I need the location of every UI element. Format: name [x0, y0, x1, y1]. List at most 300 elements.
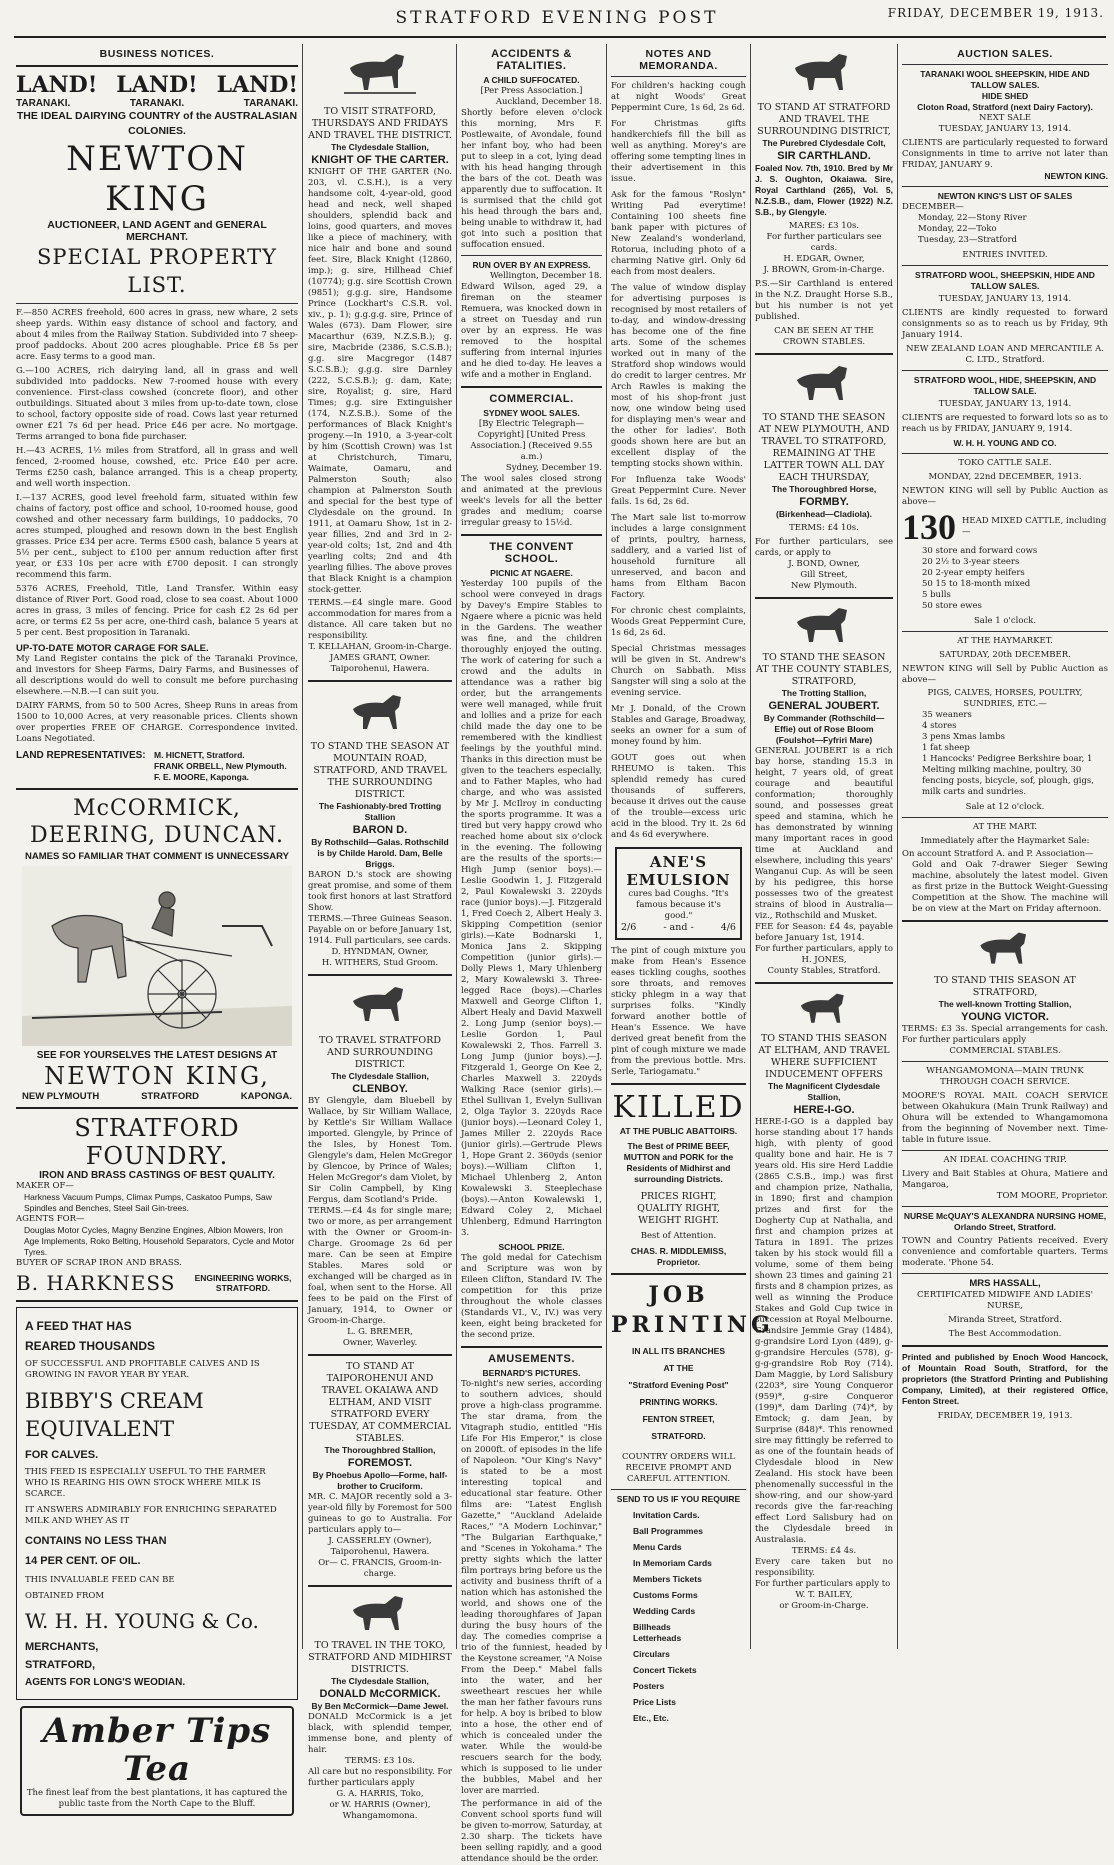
killed-line: QUALITY RIGHT, — [637, 1203, 720, 1214]
sale-date: TUESDAY, JANUARY 13, 1914. — [938, 294, 1072, 304]
sale-heading: TOKO CATTLE SALE. — [958, 458, 1052, 468]
mower-illustration — [22, 866, 292, 1046]
newton-king-name: NEWTON KING, — [44, 1062, 270, 1090]
haymarket-list — [902, 710, 1108, 798]
stallion-type: The Clydesdale Stallion, — [331, 1676, 429, 1686]
sale-heading: TARANAKI WOOL SHEEPSKIN, HIDE AND TALLOW SALES. — [920, 69, 1090, 90]
stallion-terms: TERMS: £3 10s. — [345, 1756, 415, 1766]
haymarket-item: 4 stores — [922, 721, 957, 731]
column-stallions — [308, 44, 452, 1821]
article-byline: [Per Press Association.] — [480, 86, 583, 96]
sale-text: CLIENTS are particularly requested to forward Consignments in time to arrive not later than FRIDAY, JANUARY 9. — [902, 138, 1108, 170]
cattle-item: 30 store and forward cows — [922, 546, 1038, 556]
divider — [902, 920, 1108, 922]
haymarket-item: 3 pens Xmas lambs — [922, 732, 1006, 742]
stallion-text: MR. C. MAJOR recently sold a 3-year-old filly by Foremost for 500 guineas to go to Australia. For particulars apply to— — [308, 1492, 452, 1535]
cattle-item: 50 15 to 18-month mixed — [922, 579, 1031, 589]
coach-heading: WHANGAMOMONA—MAIN TRUNK THROUGH COACH SERVICE. — [926, 1066, 1084, 1087]
emulsion-title: ANE'S EMULSION — [626, 853, 731, 889]
signature: JAMES GRANT, Owner. — [329, 653, 431, 663]
job-service: Menu Cards — [633, 1542, 682, 1552]
representatives-label: LAND REPRESENTATIVES: — [16, 750, 146, 761]
killed-line: Best of Attention. — [640, 1231, 717, 1241]
land-word: LAND! — [216, 72, 298, 98]
latest-designs: SEE FOR YOURSELVES THE LATEST DESIGNS AT — [36, 1050, 278, 1061]
signature: Or— C. FRANCIS, Groom-in-charge. — [318, 1558, 442, 1579]
column-rule — [750, 44, 751, 1649]
killed-line: Proprietor. — [657, 1257, 700, 1267]
coach-heading: AN IDEAL COACHING TRIP. — [943, 1155, 1067, 1165]
divider — [611, 1273, 746, 1275]
job-service: Letterheads — [633, 1633, 682, 1643]
note-item: The Mart sale list to-morrow includes a large consignment of prints, poultry, harness, saddlery, and a varied list of household furniture all unreserved, and bacon and hams from Eltham Bacon Factory. — [611, 513, 746, 600]
coach-signature: TOM MOORE, Proprietor. — [996, 1191, 1108, 1201]
killed-line: AT THE PUBLIC ABATTOIRS. — [619, 1126, 738, 1136]
sale-text: CLIENTS are kindly requested to forward consignments so as to reach us by Friday, 9th January 1914. — [902, 308, 1108, 340]
job-services-list — [611, 1510, 746, 1724]
signature: Whangamomona. — [342, 1811, 418, 1821]
imprint: Printed and published by Enoch Wood Hancock, of Mountain Road South, Stratford, for the proprietors (the Stratford Printing and Publishing Company, Limited), at their registered Office, Fenton Street. — [902, 1352, 1108, 1406]
advert-line: MERCHANTS, — [25, 1641, 99, 1653]
taranaki-word: TARANAKI. — [16, 98, 71, 109]
job-service: Concert Tickets — [633, 1665, 697, 1675]
sale-time: Sale 1 o'clock. — [973, 616, 1037, 626]
coach-text: MOORE'S ROYAL MAIL COACH SERVICE between Okahukura (Main Trunk Railway) and Ohura will be extended to Whangamomona from the beginning of November next. Time-table in future issue. — [902, 1091, 1108, 1145]
stallion-type: The well-known Trotting Stallion, — [938, 999, 1072, 1009]
bibbys-advert — [16, 1307, 298, 1700]
stallion-name: KNIGHT OF THE CARTER. — [311, 154, 449, 166]
town: NEW PLYMOUTH — [22, 1091, 100, 1102]
cattle-count-row — [902, 508, 1108, 546]
killed-line: WEIGHT RIGHT. — [638, 1215, 719, 1226]
killed-title: KILLED — [612, 1090, 745, 1125]
article-dateline: Auckland, December 18. — [495, 97, 602, 107]
note-item: For Christmas gifts handkerchiefs fill the bill as well as anything. Morey's are offering some tempting lines in their advertisement in this issue. — [611, 119, 746, 184]
article-body: The gold medal for Catechism and Scripture was won by Eileen Clifton, Standard IV. The competition for this prize throughout the whole classes (Standards VI., V., IV.) was very keen, eight being bracketed for the second prize. — [461, 1253, 602, 1340]
midwife-text: CERTIFICATED MIDWIFE AND LADIES' NURSE, — [917, 1290, 1093, 1311]
divider — [755, 597, 893, 599]
masthead-rule — [14, 36, 1106, 38]
divider — [308, 680, 452, 682]
foundry-signature — [16, 1271, 298, 1295]
article-heading: A CHILD SUFFOCATED. — [483, 75, 580, 85]
stallion-note: CAN BE SEEN AT THE CROWN STABLES. — [774, 326, 874, 347]
town: KAPONGA. — [240, 1091, 292, 1102]
stallion-type: The Thoroughbred Stallion, — [324, 1445, 436, 1455]
cattle-heading: HEAD MIXED CATTLE, including— — [962, 516, 1107, 537]
signature: J. BOND, Owner, — [788, 559, 860, 569]
job-service: Members Tickets — [633, 1574, 702, 1584]
land-banner — [16, 72, 298, 98]
divider — [16, 1300, 298, 1302]
job-service: Posters — [633, 1681, 665, 1691]
taranaki-row — [16, 98, 298, 109]
cattle-item: 20 2½ to 3-year steers — [922, 557, 1020, 567]
emulsion-advert — [615, 847, 742, 940]
job-service: Invitation Cards. — [633, 1510, 700, 1520]
horse-icon — [789, 360, 859, 408]
note-item: The pint of cough mixture you make from Hean's Essence eases tickling coughs, soothes sore throats, and removes sticky phlegm in a way that surprises folks. "Kindly forward another bottle of Hean's Essence. We have derived great benefit from the pint of cough mixture we made from the previous bottle. Mrs. Serle, Tariogamatu." — [611, 946, 746, 1077]
stallion-name: HERE-I-GO. — [793, 1104, 855, 1116]
property-item: F.—850 ACRES freehold, 600 acres in grass, new whare, 2 sets sheep yards. Within easy distance of school and factory, and about 4 miles from the Railway Station. Subdivided into 7 sheep-proof paddocks. About 200 acres ploughable. Price £8 5s per acre. Easy terms to a good man. — [16, 308, 298, 362]
sale-line: NEXT SALE — [979, 113, 1031, 123]
stallion-name: SIR CARTHLAND. — [777, 150, 871, 162]
midwife-name: MRS HASSALL, — [969, 1278, 1041, 1289]
column-rule — [897, 44, 898, 1649]
stallion-more: For further particulars, see cards, or apply to — [755, 537, 893, 558]
section-heading: COMMERCIAL. — [489, 393, 574, 405]
signature: H. EDGAR, Owner, — [783, 254, 865, 264]
signature: County Stables, Stratford. — [767, 966, 881, 976]
stallion-intro: TO TRAVEL STRATFORD AND SURROUNDING DISTRICT. — [319, 1035, 441, 1070]
stallion-pedigree: By Commander (Rothschild—Effie) out of Rose Bloom (Foulshot—Fyfriri Mare) — [763, 713, 885, 745]
section-heading: AMUSEMENTS. — [488, 1353, 575, 1365]
advert-line: THIS INVALUABLE FEED CAN BE — [25, 1575, 175, 1585]
sale-heading: STRATFORD WOOL, HIDE, SHEEPSKIN, AND TALLOW SALE. — [913, 375, 1097, 396]
stallion-type: The Purebred Clydesdale Colt, — [762, 138, 886, 148]
divider — [16, 303, 298, 304]
land-word: LAND! — [116, 72, 198, 98]
sale-date: TUESDAY, JANUARY 13, 1914. — [938, 124, 1072, 134]
advert-line: IT ANSWERS ADMIRABLY FOR ENRICHING SEPARATED MILK AND WHEY AS IT — [25, 1505, 277, 1526]
divider — [902, 64, 1108, 65]
job-service: In Memoriam Cards — [633, 1558, 712, 1568]
job-line: AT THE — [663, 1363, 694, 1373]
job-printing-title: PRINTING — [611, 1312, 774, 1338]
article-body: Yesterday 100 pupils of the school were conveyed in drags by Davey's Empire Stables to Ngaere where a picnic was held in the Gardens. The weather was fine, and the children thoroughly enjoyed the outing. The work of catering for such a crowd and the adults in attendance was a rather big order, but the arrangements were well managed, while fruit and lollies and a prize for each child made the day one to be remembered with the kindliest feelings by the youthful mind. Thanks in this direction must be given to the teachers especially, and to Father Maples, who had charge, and who was assisted by Mr J. McIlroy in conducting the sports programme. It was a tired but very happy crowd who reached home about six o'clock in the evening. The following are the results of the sports:— High Jump (senior boys).—Leslie Goodwin 1, J. Fitzgerald 2, Paul Kowalewski 3. 220yds race (junior boys).—J. Fitzgerald 1, Fred Coech 2, Albert Healy 3. Skipping Competition (senior girls).—Kate Bodnarski 1, Monica Jans 2. Skipping Competition (junior girls).—Dolly Plews 1, Mary Uhlenberg 2, Mary Kowalewski 3. Three-legged Race (boys).—Charles Maxwell and George Clifton 1, Albert Healy and David Maxwell 2. Long Jump (senior boys).—Leslie Gordon 1, Paul Kowalewski 2, Thos. Farrell 3. Long Jump (junior boys).—J. Fitzgerald 1, George On Kee 2, Charles Maxwell 3. 220yds Walking Race (senior girls).—Ethel Sullivan 1, Evelyn Sullivan 2, Olga Taylor 3. 220yds Race (junior boys).—Leonard Coley 1, James Miller 2. 220yds Race (junior girls).—Gertrude Plews 1, Hope Grant 2. 360yds (senior boys).—William Clifton 1, Michael Uhlenberg 2, Anton Kowalewski 3. Steeplechase (boys).—Anton Kowalewski 1, Edward Coley 2, Michael Uhlenberg, Edmund Harrington 3. — [461, 579, 602, 1238]
divider — [755, 353, 893, 355]
killed-line: PRICES RIGHT, — [640, 1191, 717, 1202]
note-item: Mr J. Donald, of the Crown Stables and Garage, Broadway, seeks an owner for a sum of money found by him. — [611, 704, 746, 747]
section-heading: NOTES AND MEMORANDA. — [639, 48, 718, 72]
stallion-name: GENERAL JOUBERT. — [768, 700, 880, 712]
stallion-intro: TO TRAVEL IN THE TOKO, STRATFORD AND MIDHIRST DISTRICTS. — [308, 1640, 452, 1675]
note-item: Special Christmas messages will be given in St. Andrew's Church on Sabbath. Miss Sangster will sing a solo at the evening service. — [611, 644, 746, 698]
stallion-pedigree: By Ben McCormick—Dame Jewel. — [311, 1701, 449, 1711]
note-item: For chronic chest complaints, Woods Great Peppermint Cure, 1s 6d, 2s 6d. — [611, 606, 746, 638]
sale-date: MONDAY, 22nd DECEMBER, 1913. — [928, 472, 1082, 482]
advert-line: A FEED THAT HAS — [25, 1319, 132, 1333]
stallion-pedigree: By Phoebus Apollo—Forme, half-brother to Cruciform. — [312, 1470, 448, 1491]
property-item: 5376 ACRES, Freehold, Title, Land Transfer. Within easy distance of River Port. Good road, close to sea coast. About 1000 acres in grass, 3 miles of fencing. Price for cash £2 2s 6d per acre, or terms £2 5s per acre, one-third cash, balance 5 years at 5 per cent. Best proposition in Taranaki. — [16, 584, 298, 638]
advert-line: OBTAINED FROM — [25, 1591, 105, 1601]
section-heading: BUSINESS NOTICES. — [99, 48, 215, 60]
town: STRATFORD — [141, 1091, 199, 1102]
masthead — [0, 0, 1114, 44]
sale-date: TUESDAY, JANUARY 13, 1914. — [938, 399, 1072, 409]
stallion-intro: TO VISIT STRATFORD, THURSDAYS AND FRIDAYS AND TRAVEL THE DISTRICT. — [308, 106, 452, 141]
stallion-name: DONALD McCORMICK. — [319, 1688, 441, 1700]
advert-line: OF SUCCESSFUL AND PROFITABLE CALVES AND IS GROWING IN FAVOR YEAR BY YEAR. — [25, 1359, 260, 1380]
article-heading: SCHOOL PRIZE. — [498, 1242, 565, 1252]
young-co-name: W. H. H. YOUNG & Co. — [25, 1609, 259, 1633]
job-service: Ball Programmes — [633, 1526, 703, 1536]
horse-icon — [345, 1592, 415, 1636]
price: 4/6 — [720, 922, 736, 933]
sale-date: Monday, 22—Toko — [918, 224, 997, 234]
stallion-care: All care but no responsibility. For further particulars apply — [308, 1767, 452, 1788]
foundry-subtitle: IRON AND BRASS CASTINGS OF BEST QUALITY. — [39, 1170, 275, 1181]
bibbys-title: EQUIVALENT — [25, 1417, 175, 1441]
signature: Taiporohenui, Hawera. — [330, 664, 430, 674]
job-line: PRINTING WORKS. — [639, 1397, 718, 1407]
foundry-works: ENGINEERING WORKS, STRATFORD. — [194, 1273, 292, 1293]
divider — [902, 631, 1108, 632]
stallion-terms: TERMS: £4 4s. — [791, 1546, 857, 1556]
foundry-owner: B. HARKNESS — [16, 1271, 176, 1295]
price: 2/6 — [621, 922, 637, 933]
stallion-type: The Fashionably-bred Trotting Stallion — [318, 801, 442, 822]
article-body: The performance in aid of the Convent school sports fund will be given to-morrow, Saturday, at 2.30 sharp. The tickets have been selling rapidly, and a good attendance should be the order. — [461, 1799, 602, 1864]
foundry-products: Harkness Vacuum Pumps, Climax Pumps, Caskatoo Pumps, Saw Spindles and Benches, Steel Sail Gin-trees. — [24, 1192, 272, 1213]
masthead-title: STRATFORD EVENING POST — [395, 8, 719, 28]
stallion-name: BARON D. — [352, 824, 408, 836]
sale-line: HIDE SHED — [981, 91, 1029, 101]
taranaki-word: TARANAKI. — [129, 98, 185, 109]
stallion-pedigree: (Birkenhead—Cladiola). — [776, 509, 872, 519]
stallion-name: CLENBOY. — [352, 1083, 408, 1095]
haymarket-item: 1 fat sheep — [922, 743, 970, 753]
advert-line: FOR CALVES. — [25, 1449, 99, 1461]
property-item: G.—100 ACRES, rich dairying land, all in grass and well subdivided into paddocks. New 7-roomed house with every convenience. First-class cowshed (concrete floor), and other outbuildings. Situated about 3 miles from up-to-date town, close to school, factory opposite side of road. Cows last year returned owner £21 7s 6d per head. Price £46 per acre. No mortgage. Terms arranged to bona fide purchaser. — [16, 366, 298, 442]
horse-icon — [345, 687, 415, 737]
sale-signature: NEWTON KING. — [1044, 171, 1108, 181]
mccormick-title: McCORMICK, DEERING, DUNCAN. — [29, 796, 285, 848]
divider — [461, 1346, 602, 1348]
representative: M. HICNETT, Stratford. — [154, 750, 245, 760]
stallion-terms: TERMS: £4 10s. — [789, 523, 859, 533]
signature: New Plymouth. — [791, 581, 857, 591]
divider — [461, 534, 602, 536]
signature: J. BROWN, Grom-in-Charge. — [763, 265, 885, 275]
killed-proprietor: CHAS. R. MIDDLEMISS, — [630, 1246, 727, 1256]
signature: Gill Street, — [800, 570, 848, 580]
column-stallions-2 — [755, 44, 893, 1649]
sale-date: Tuesday, 23—Stratford — [918, 235, 1017, 245]
newton-king-subtitle: AUCTIONEER, LAND AGENT and GENERAL MERCHANT. — [47, 219, 267, 243]
stallion-more: For further particulars apply to — [755, 1579, 891, 1589]
stallion-intro: TO STAND THE SEASON AT THE COUNTY STABLES, STRATFORD, — [756, 652, 892, 687]
job-service: Billheads — [633, 1622, 671, 1632]
article-body: Shortly before eleven o'clock this morning, Mrs F. Postlewaite, of Avondale, found her infant boy, who had been put to sleep in a cot, lying dead with his head hanging through the bars of the cot. Death was apparently due to suffocation. It is surmised that the child got his head through the bars and, being unable to withdraw it, had got into such a position that suffocation ensued. — [461, 108, 602, 250]
sale-text: NEWTON KING will sell by Public Auction as above— — [902, 486, 1108, 507]
sale-text: CLIENTS are requested to forward lots so as to reach us by FRIDAY, JANUARY 9, 1914. — [902, 413, 1108, 434]
sale-line: Cloton Road, Stratford (next Dairy Factory). — [917, 102, 1093, 112]
stallion-type: The Thoroughbred Horse, — [771, 484, 877, 494]
column-business-notices — [16, 44, 298, 1809]
note-item: For Influenza take Woods' Great Peppermint Cure. Never fails. 1s 6d, 2s 6d. — [611, 475, 746, 507]
job-service: Circulars — [633, 1649, 670, 1659]
horse-icon — [794, 989, 854, 1029]
job-line: FENTON STREET, — [642, 1414, 715, 1424]
sale-line: PIGS, CALVES, HORSES, POULTRY, SUNDRIES, ETC.— — [927, 688, 1083, 709]
garage-heading: UP-TO-DATE MOTOR CARAGE FOR SALE. — [16, 643, 209, 654]
sale-line: ENTRIES INVITED. — [962, 250, 1048, 260]
dairy-farms-text: DAIRY FARMS, from 50 to 500 Acres, Sheep Runs in areas from 1500 to 10,000 Acres, at very reasonable prices. Clients shown over properties FREE OF CHARGE. Correspondence invited. Loans Negotiated. — [16, 701, 298, 744]
sale-heading: AT THE HAYMARKET. — [957, 636, 1053, 646]
job-line: SEND TO US IF YOU REQUIRE — [616, 1494, 741, 1504]
property-item: I.—137 ACRES, good level freehold farm, situated within few chains of factory, post office and school, 10-roomed house, good cowshed and other necessary farm buildings, 10 paddocks, 70 acres stumped, ploughed and resown down in the best English grasses. Price £34 per acre. Terms £500 cash, balance 5 years at 5½ per cent., subject to £100 per annum reduction after first year, or £33 10s per acre with £700 deposit. I can strongly recommend this farm. — [16, 493, 298, 580]
signature: Taiporohenui, Hawera. — [330, 1547, 430, 1557]
ideal-country: THE IDEAL DAIRYING COUNTRY of the AUSTRALASIAN COLONIES. — [16, 110, 298, 137]
stallion-name: YOUNG VICTOR. — [961, 1011, 1049, 1023]
divider — [902, 370, 1108, 371]
stallion-terms: FEE for Season: £4 4s, payable before January 1st, 1914. — [755, 922, 893, 943]
divider — [902, 1273, 1108, 1274]
section-heading: ACCIDENTS & FATALITIES. — [491, 48, 572, 72]
column-notes — [611, 44, 774, 1723]
divider — [611, 76, 746, 77]
bibbys-title: BIBBY'S CREAM — [25, 1389, 204, 1413]
stallion-text: KNIGHT OF THE GARTER (No. 203, vl. C.S.H.), is a very handsome colt, 4-year-old, good head and neck, well shaped shoulders, splendid back and loins, good quarters, and moves like a piece of machinery, with nice hair and bone and sound feet. Sire, Black Knight (12860, imp.); g. sire, Hillhead Chief (10774); g.g. sire Scottish Crown (9851); g.g.g. sire, Handsome Prince (Lockhart's C.S.R. vol. xiv., p. 1); g.g.g.g. sire, Prince of Wales (673). Dam Flower, sire Macarthur (639, N.Z.S.B.); g. sire, Macbride (2386, S.C.S.B.); g.g. sire Macgregor (1487 S.C.S.B.); g.g.g. sire Darnley (222, S.C.S.B.); g. dam, Kate; sire, Royalist; g. sire, Hard Times; g.g. sire Extinguisher (174, N.Z.S.B.). Some of the performances of Black Knight's progeny.—In 1910, a 3-year-colt by him (Scottish Crown) was 1st at Christchurch, Timaru, Waimate, Oamaru, and Palmerston South; also champion at Palmerston South and special for the best type of Clydesdale on the ground. In 1911, at Oamaru Show, 1st in 2-year fillies, 2nd and 3rd in 2-year-old colts; 1st, 2nd and 4th yearling colts; 2nd and 4th yearling fillies. The above proves that Black Knight is a champion stock-getter. — [308, 167, 452, 595]
stallion-text: DONALD McCormick is a jet black, with splendid temper, immense bone, and plenty of hair. — [308, 1712, 452, 1755]
foundry-agencies: Douglas Motor Cycles, Magny Benzine Engines, Albion Mowers, Iron Age Implements, Roko Belting, Household Separators, Cycle and Motor Tyres. — [24, 1225, 295, 1257]
sale-time: Sale at 12 o'clock. — [965, 802, 1045, 812]
midwife-text: Miranda Street, Stratford. — [948, 1315, 1062, 1325]
article-dateline: Sydney, December 19. — [505, 463, 602, 473]
divider — [16, 1107, 298, 1109]
divider — [611, 1083, 746, 1085]
column-news — [461, 44, 603, 1864]
article-heading: RUN OVER BY AN EXPRESS. — [472, 260, 591, 270]
job-line: COUNTRY ORDERS WILL RECEIVE PROMPT AND CAREFUL ATTENTION. — [622, 1452, 735, 1484]
job-line: STRATFORD. — [651, 1431, 706, 1441]
stallion-text: Foaled Nov. 7th, 1910. Bred by Mr J. S. Oughton, Okaiawa. Sire, Royal Carthland (265), Vol. 5, N.Z.S.B., dam, Flower (1922) N.Z. S.B., by Glengyle. — [755, 163, 893, 217]
imprint-date: FRIDAY, DECEMBER 19, 1913. — [937, 1411, 1073, 1421]
article-body: To-night's new series, according to southern advices, should prove a high-class programme. The star drama, from the Vitagraph studio, entitled "His Life For His Emperor," is close on 2000ft. of episodes in the life of Napoleon. "Our King's Navy" is stated to be a most interesting topical and educational star feature. Other films are: "Latest English Gazette," "Auckland Adelaide Races," "A Modern Lochinvar," "The Bulgarian Earthquake," and "Scenes in Yokohama." The pretty sights which the latter film portrays bring before us the activity and business thrift of a nation which has astonished the world, and shows one of the leading thoroughfares of Japan during the busy hours of the day. The comedies comprise a trio of the funniest, headed by the Keystone screamer, "A Noise From the Deep." Mabel falls into the water, and her sweetheart rescues her while the man her father favours runs for help. A boy is bribed to blow into a hose, the other end of which is concealed under the water. While the would-be rescuers search for the body, which is supposed to lie under the bubbles, Mabel and her lover are married. — [461, 1379, 603, 1796]
divider — [16, 65, 298, 67]
amber-tips-advert — [20, 1706, 294, 1816]
divider — [902, 817, 1108, 818]
divider — [755, 982, 893, 984]
signature: T. KELLAHAN, Groom-in-Charge. — [308, 642, 452, 652]
article-heading: PICNIC AT NGAERE. — [490, 568, 573, 578]
divider — [308, 1354, 452, 1356]
article-body: Edward Wilson, aged 29, a fireman on the steamer Remuera, was knocked down in a street on Tuesday and run over by an express. He was removed to the hospital suffering from internal injuries and he died to-day. He leaves a wife and a mother in England. — [461, 282, 602, 380]
advert-line: STRATFORD, — [25, 1659, 96, 1671]
column-rule — [606, 44, 607, 1649]
sale-line: Immediately after the Haymarket Sale: — [920, 836, 1090, 846]
haymarket-item: 35 weaners — [922, 710, 972, 720]
advert-line: AGENTS FOR LONG'S WEODIAN. — [25, 1677, 186, 1688]
divider — [611, 1489, 746, 1490]
stallion-stables: COMMERCIAL STABLES. — [949, 1046, 1061, 1056]
foundry-maker-label: MAKER OF— — [16, 1181, 74, 1191]
representative: FRANK ORBELL, New Plymouth. — [154, 761, 287, 771]
newton-king-title: NEWTON KING — [66, 139, 248, 219]
advert-line: 14 PER CENT. OF OIL. — [25, 1555, 141, 1567]
foundry-buyer: BUYER OF SCRAP IRON AND BRASS. — [16, 1258, 182, 1268]
stallion-intro: TO STAND THE SEASON AT NEW PLYMOUTH, AND TRAVEL TO STRATFORD, REMAINING AT THE LATTER TOWN ALL DAY EACH THURSDAY, — [758, 412, 890, 483]
stallion-intro: TO STAND AT TAIPOROHENUI AND TRAVEL OKAIAWA AND ELTHAM, AND VISIT STRATFORD EVERY TUESDAY, AT COMMERCIAL STABLES. — [309, 1361, 451, 1444]
divider — [902, 453, 1108, 454]
stallion-text: GENERAL JOUBERT is a rich bay horse, standing 15.3 in height, 7 years old, of great courage and beautiful conformation; thoroughly sound, and possesses great speed and stamina, which he has demonstrated by winning many important races in good time at Auckland and elsewhere, including this years' Wanganui Cup. As will be seen by his pedigree, this horse possesses two of the greatest strains of blood in Australia—viz., Rothschild and Musket. — [755, 746, 893, 921]
divider — [902, 1345, 1108, 1347]
foundry-agents-label: AGENTS FOR— — [16, 1214, 85, 1224]
divider — [308, 974, 452, 976]
cattle-item: 50 store ewes — [922, 601, 982, 611]
cattle-item: 20 2-year empty heifers — [922, 568, 1025, 578]
property-item: H.—43 ACRES, 1½ miles from Stratford, all in grass and well fenced, 2-roomed house, cowshed, etc. Price £40 per acre. Terms £250 cash, balance arranged. This is a cheap property, and well worth inspection. — [16, 446, 298, 489]
stallion-intro: TO STAND AT STRATFORD AND TRAVEL THE SURROUNDING DISTRICT, — [757, 102, 891, 137]
signature: H. JONES, — [801, 955, 847, 965]
divider — [902, 1061, 1108, 1062]
horse-icon — [789, 604, 859, 648]
coach-text: Livery and Bait Stables at Ohura, Matiere and Mangaroa, — [902, 1169, 1108, 1190]
stallion-terms: MARES: £3 10s. — [788, 221, 860, 231]
horse-icon — [973, 927, 1037, 971]
representative: F. E. MOORE, Kaponga. — [154, 772, 249, 782]
job-service: Wedding Cards — [633, 1606, 696, 1616]
haymarket-item: 1 Hancocks' Pedigree Berkshire boar, 1 Melting milking machine, poultry, 30 fencing posts, bicycle, sof, plough, gigs, milk carts and sundries. — [922, 754, 1094, 797]
stallion-intro: TO STAND THIS SEASON AT ELTHAM, AND TRAVEL WHERE SUFFICIENT INDUCEMENT OFFERS — [758, 1033, 890, 1080]
sale-text: On account Stratford A. and P. Association— — [902, 849, 1094, 859]
article-heading: BERNARD'S PICTURES. — [482, 1368, 581, 1378]
advert-line: CONTAINS NO LESS THAN — [25, 1535, 167, 1547]
stallion-intro: TO STAND THE SEASON AT MOUNTAIN ROAD, STRATFORD, AND TRAVEL THE SURROUNDING DISTRICT. — [310, 741, 450, 800]
signature: G. A. HARRIS, Toko, — [336, 1789, 424, 1799]
advert-line: REARED THOUSANDS — [25, 1339, 156, 1353]
signature: or Groom-in-Charge. — [779, 1601, 869, 1611]
sale-text: Gold and Oak 7-drawer Sieger Sewing machine, absolutely the latest model. Given as first prize in the Buttock Weight-Guessing Competition at the Show. The machine will be on view at the Mart on Friday afternoon. — [912, 860, 1108, 914]
stallion-terms: TERMS: £3 3s. Special arrangements for cash. For further particulars apply — [902, 1024, 1108, 1045]
sale-heading: NEWTON KING'S LIST OF SALES — [937, 191, 1073, 201]
article-body: The wool sales closed strong and animated at the previous week's levels for all the better grades and medium; coarse irregular greasy to 15½d. — [461, 474, 602, 528]
signature: H. WITHERS, Stud Groom. — [321, 958, 439, 968]
article-heading: SYDNEY WOOL SALES. — [483, 408, 580, 418]
stallion-name: FORMBY. — [799, 496, 849, 508]
section-heading: AUCTION SALES. — [957, 48, 1053, 60]
job-service: Price Lists — [633, 1697, 676, 1707]
stallion-text: HERE-I-GO is a dappled bay horse standing about 17 hands high, with plenty of good quality bone and hair. He is 7 years old. His sire Herd Laddie (2865 C.S.B., imp.) was first and champion prize, Nathalia, in 1890; first and champion prizes and first for the Dogherty Cup at Nathalia, and first and champion prizes at Tatura in 1891. The prizes taken by his stock would fill a volume, some of them being shown 23 times and gaining 21 firsts and 8 champion prizes, as well as winning the Produce Stakes and Gold Cup twice in succession at Royal Melbourne. Grandsire Jemmie Gray (1484), g-grandsire Lord Lyon (489), g-g-grandsire Hercules (578), g-g-g-grandsire Rob Roy (714). Dam Maggie, by Lord Salisbury (2203*, sire Young Conqueror (959)*, g-sire Conqueror (199)*, dam Darling (74)*, by Emtock; g. dam Jean, by Surprise (848)*. This renowned sire may fittingly be referred to as one of the fountain heads of Clydesdale blood in New Zealand. His stock have been phenomenally successful in the show-ring, and our show-yard records give the far-reaching effect Lord Salisbury had on the Clydesdale breed in Australasia. — [755, 1117, 893, 1545]
horse-icon — [345, 981, 415, 1031]
mccormick-tagline: NAMES SO FAMILIAR THAT COMMENT IS UNNECESSARY — [25, 851, 289, 862]
divider — [16, 788, 298, 790]
stallion-note: P.S.—Sir Carthland is entered in the N.Z. Draught Horse S.B., but his number is not yet published. — [755, 279, 893, 322]
representatives-list — [154, 750, 287, 783]
sale-heading: STRATFORD WOOL, SHEEPSKIN, HIDE AND TALLOW SALES. — [915, 270, 1095, 291]
masthead-date: FRIDAY, DECEMBER 19, 1913. — [887, 6, 1104, 20]
divider — [461, 255, 602, 256]
special-property-list: SPECIAL PROPERTY LIST. — [37, 245, 277, 297]
cattle-count: 130 — [902, 507, 956, 547]
nursing-text: TOWN and Country Patients received. Every convenience and comfortable quarters. Terms moderate. 'Phone 54. — [902, 1236, 1108, 1268]
divider — [902, 1206, 1108, 1207]
sale-heading: AT THE MART. — [972, 822, 1038, 832]
sale-date: SATURDAY, 20th DECEMBER. — [939, 650, 1071, 660]
taranaki-word: TARANAKI. — [243, 98, 298, 109]
job-printing-title: JOB — [648, 1282, 709, 1308]
stallion-more: For further particulars see cards. — [766, 232, 882, 253]
advert-line: THIS FEED IS ESPECIALLY USEFUL TO THE FARMER WHO IS REARING HIS OWN STOCK WHERE MILK IS SCARCE. — [25, 1467, 266, 1499]
divider — [902, 265, 1108, 266]
cattle-item: 5 bulls — [922, 590, 951, 600]
land-representatives — [16, 750, 298, 783]
stallion-type: The Trotting Stallion, — [781, 688, 867, 698]
land-word: LAND! — [16, 72, 98, 98]
column-rule — [456, 44, 457, 1649]
sale-signature: W. H. H. YOUNG AND CO. — [953, 438, 1057, 448]
stallion-name: FOREMOST. — [347, 1457, 413, 1469]
job-service: Customs Forms — [633, 1590, 698, 1600]
signature: or W. HARRIS (Owner), — [329, 1800, 431, 1810]
note-item: For children's hacking cough at night Woods' Great Peppermint Cure, 1s 6d, 2s 6d. — [611, 81, 746, 113]
divider — [902, 1150, 1108, 1151]
branch-towns — [16, 1091, 298, 1102]
horse-icon — [340, 48, 420, 102]
note-item: Ask for the famous "Roslyn" Writing Pad everytime! Containing 100 sheets fine bank paper with pictures of New Zealand's wonderland, Rotorua, including photo of a charming Native girl. Only 6d each from most dealers. — [611, 190, 746, 277]
amber-tips-title: Amber Tips Tea — [42, 1711, 272, 1789]
